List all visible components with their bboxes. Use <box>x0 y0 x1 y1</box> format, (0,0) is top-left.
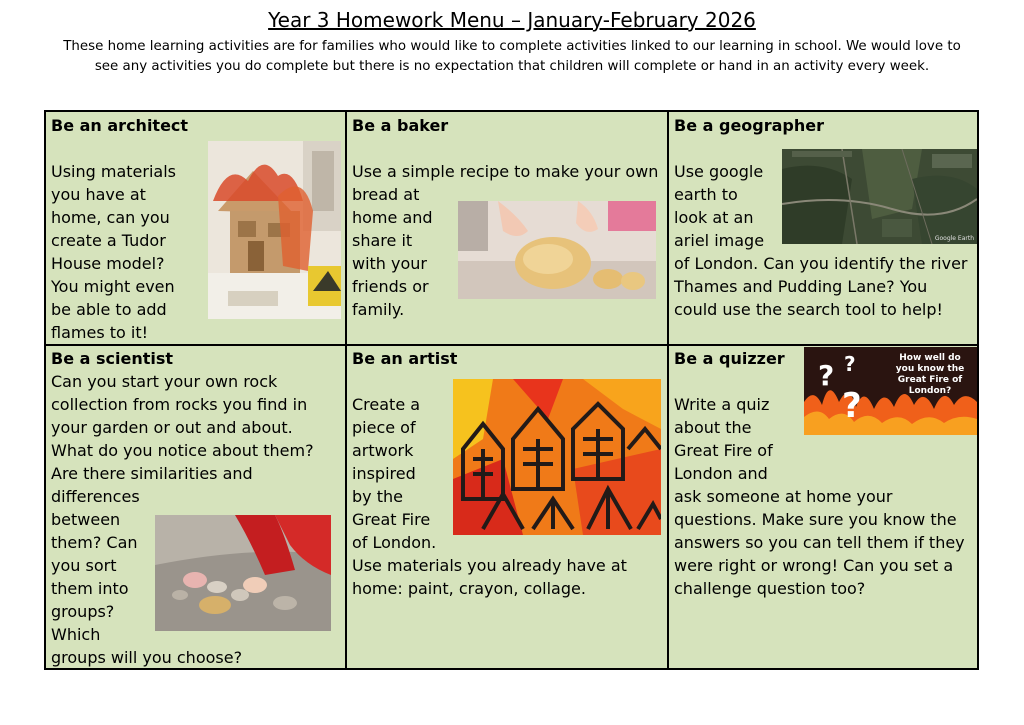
cell-body: Using materials you have at home, can you create a Tudor House model? You might even be able to add flames to it! <box>51 162 176 342</box>
great-fire-artwork-image <box>453 379 661 535</box>
intro-text <box>40 37 984 77</box>
cell-heading: Be a geographer <box>674 116 825 135</box>
cell-artist <box>352 347 664 669</box>
cell-architect <box>51 114 341 342</box>
intro-line-1: These home learning activities are for families who would like to complete activities linked to our learning in school. We would love to <box>63 39 961 54</box>
cell-body: Use a simple recipe to make your own bread at home and share it with your friends or family. <box>352 162 659 319</box>
cell-baker <box>352 114 664 342</box>
map-watermark: Google Earth <box>934 235 974 242</box>
cell-body: Can you start your own rock collection from rocks you find in your garden or out and about. What do you notice about them? Are there similarities and differences between them? Can you sort them into groups? Which groups will you choose? <box>51 372 314 667</box>
cell-body: Write a quiz about the Great Fire of London and ask someone at home your questions. Make sure you know the answers so you can tell them if they were right or wrong! Can you set a challenge question too? <box>674 395 965 598</box>
cell-heading: Be a quizzer <box>674 349 785 368</box>
cell-geographer <box>674 114 977 342</box>
grid-divider <box>667 112 669 668</box>
cell-heading: Be a scientist <box>51 349 174 368</box>
grid-divider <box>46 344 977 346</box>
cell-body: Use google earth to look at an ariel image of London. Can you identify the river Thames and Pudding Lane? You could use the search tool to help! <box>674 162 968 319</box>
google-earth-aerial-image <box>782 149 977 244</box>
tudor-house-model-photo <box>208 141 341 319</box>
cell-heading: Be an architect <box>51 116 189 135</box>
cell-heading: Be a baker <box>352 116 449 135</box>
quiz-image-text: How well do you know the Great Fire of London? <box>895 353 965 396</box>
homework-menu-grid <box>44 110 979 670</box>
svg-text:?: ? <box>818 359 835 392</box>
page-title: Year 3 Homework Menu – January-February 2026 <box>268 8 756 32</box>
svg-text:?: ? <box>844 352 856 376</box>
rock-collection-photo <box>155 515 331 631</box>
cell-body: Create a piece of artwork inspired by the Great Fire of London. Use materials you already have at home: paint, crayon, collage. <box>352 395 627 598</box>
bread-dough-photo <box>458 201 656 299</box>
svg-text:?: ? <box>842 386 862 426</box>
fire-quiz-image <box>804 347 977 435</box>
cell-scientist <box>51 347 341 669</box>
grid-divider <box>345 112 347 668</box>
cell-heading: Be an artist <box>352 349 458 368</box>
cell-quizzer <box>674 347 977 669</box>
intro-line-2: see any activities you do complete but there is no expectation that children will complete or hand in an activity every week. <box>94 59 930 74</box>
